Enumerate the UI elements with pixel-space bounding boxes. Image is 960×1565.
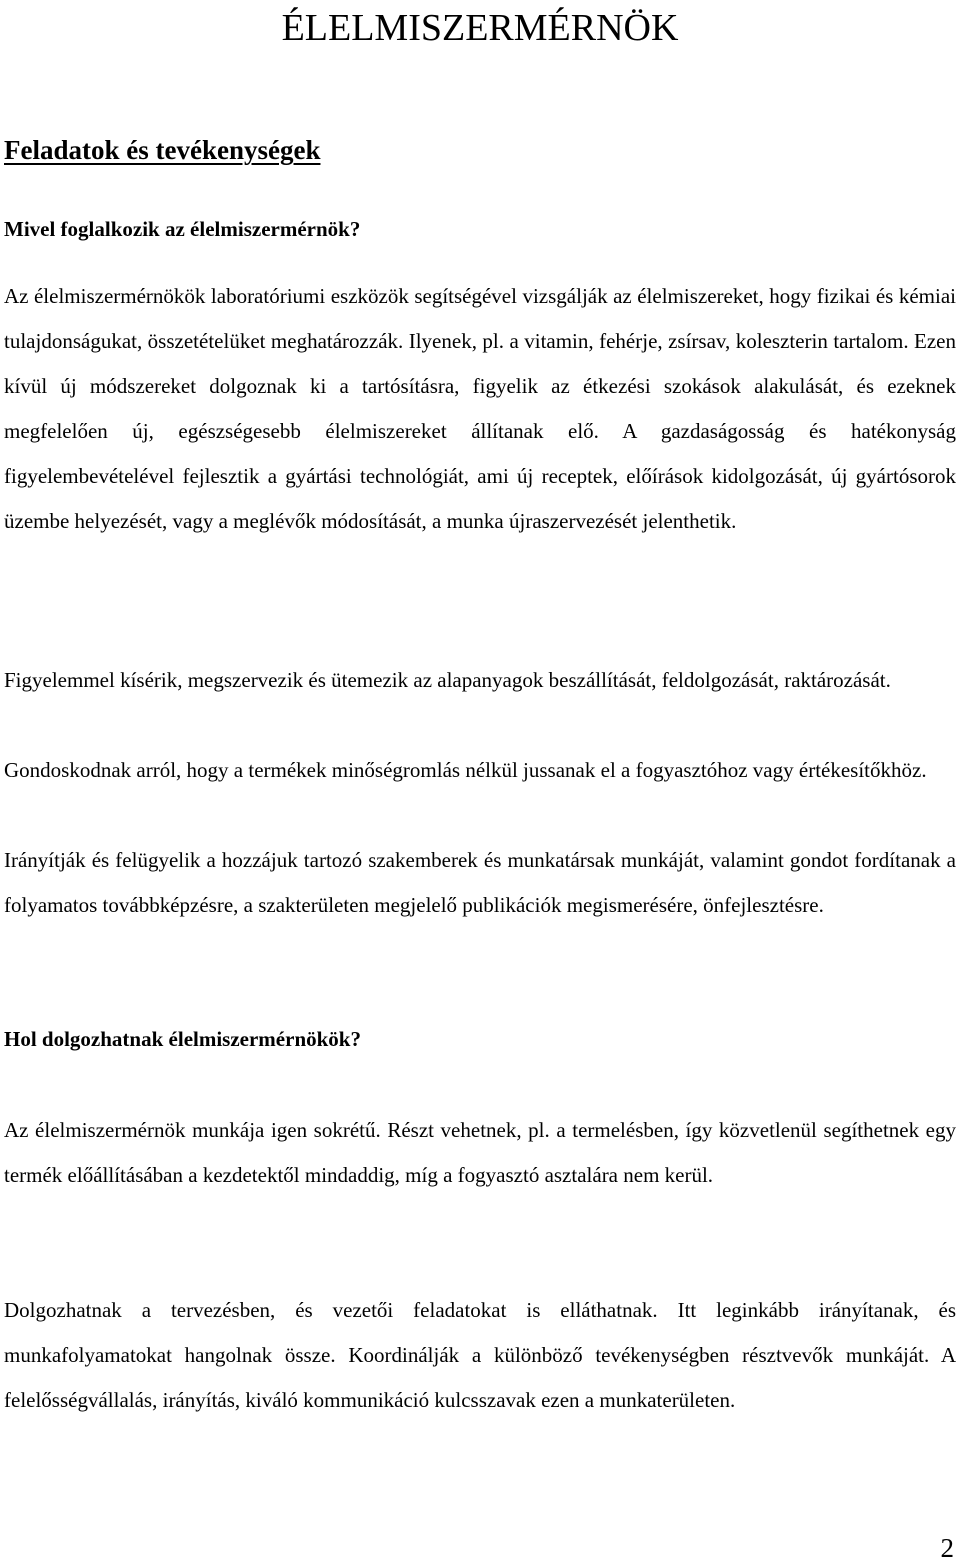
paragraph-4: Irányítják és felügyelik a hozzájuk tartozó szakemberek és munkatársak munkáját, valamint gondot fordítanak a folyamatos továbbképzésre, a szakterületen megjelelő publikációk megismerésére, önfejlesztésre. [4, 848, 956, 917]
question-heading-2: Hol dolgozhatnak élelmiszermérnökök? [4, 1027, 361, 1051]
paragraph-5: Az élelmiszermérnök munkája igen sokrétű. Részt vehetnek, pl. a termelésben, így közvetlenül segíthetnek egy termék előállításában a kezdetektől mindaddig, míg a fogyasztó asztalára nem kerül. [4, 1118, 956, 1187]
paragraph-3: Gondoskodnak arról, hogy a termékek minőségromlás nélkül jussanak el a fogyasztóhoz vagy értékesítőkhöz. [4, 758, 927, 782]
question-heading-1: Mivel foglalkozik az élelmiszermérnök? [4, 217, 361, 241]
page-number: 2 [940, 1533, 954, 1563]
document-title: ÉLELMISZERMÉRNÖK [281, 7, 679, 49]
section-heading: Feladatok és tevékenységek [4, 135, 321, 165]
paragraph-2: Figyelemmel kísérik, megszervezik és ütemezik az alapanyagok beszállítását, feldolgozását, raktározását. [4, 668, 891, 692]
paragraph-6: Dolgozhatnak a tervezésben, és vezetői feladatokat is elláthatnak. Itt leginkább irányítanak, és munkafolyamatokat hangolnak össze. Koordinálják a különböző tevékenységben résztvevők munkáját. A felelősségvállalás, irányítás, kiváló kommunikáció kulcsszavak ezen a munkaterületen. [4, 1298, 956, 1412]
paragraph-1: Az élelmiszermérnökök laboratóriumi eszközök segítségével vizsgálják az élelmiszereket, hogy fizikai és kémiai tulajdonságukat, összetételüket meghatározzák. Ilyenek, pl. a vitamin, fehérje, zsírsav, koleszterin tartalom. Ezen kívül új módszereket dolgoznak ki a tartósításra, figyelik az étkezési szokások alakulását, és ezeknek megfelelően új, egészségesebb élelmiszereket állítanak elő. A gazdaságosság és hatékonyság figyelembevételével fejlesztik a gyártási technológiát, ami új receptek, előírások kidolgozását, új gyártósorok üzembe helyezését, vagy a meglévők módosítását, a munka újraszervezését jelenthetik. [4, 284, 956, 533]
